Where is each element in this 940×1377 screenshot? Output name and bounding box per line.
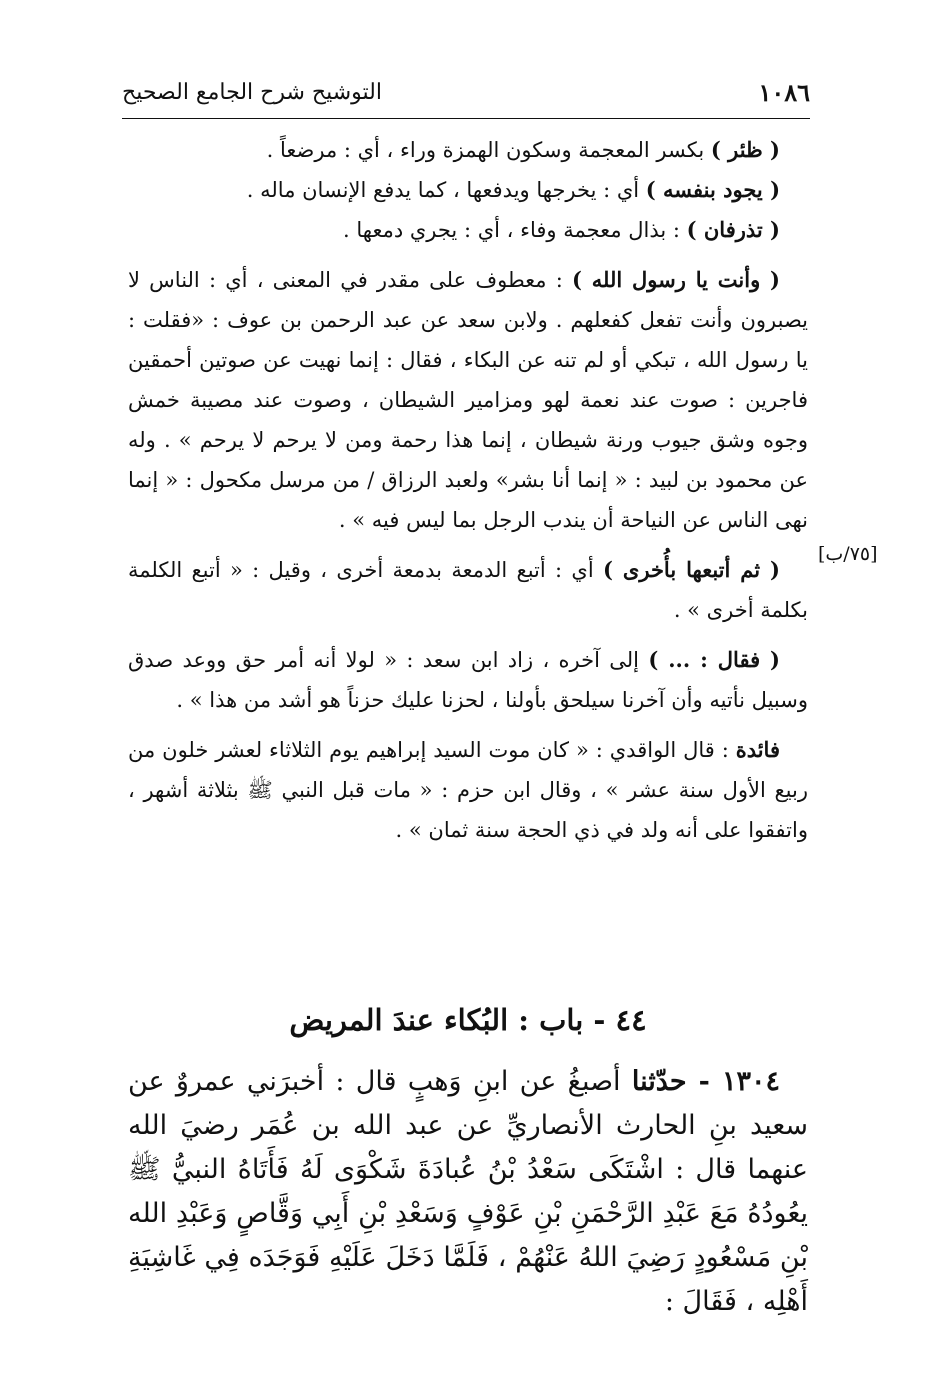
page-number: ١٠٨٦ [758, 78, 810, 107]
paragraph-term: ( وأنت يا رسول الله ) [572, 267, 780, 292]
paragraph [128, 550, 808, 630]
margin-folio-note: [٧٥/ب] [818, 543, 878, 565]
paragraph [128, 640, 808, 720]
paragraph [128, 210, 808, 250]
hadith-paragraph [128, 1060, 808, 1324]
page-header [122, 78, 810, 114]
paragraph-text: إلى آخره ، زاد ابن سعد : « لولا أنه أمر حق ووعد صدق وسبيل نأتيه وأن آخرنا سيلحق بأولنا ، لحزنا عليك حزناً هو أشد من هذا » . [128, 648, 808, 712]
paragraph-text: : قال الواقدي : « كان موت السيد إبراهيم يوم الثلاثاء لعشر خلون من ربيع الأول سنة عشر » ، وقال ابن حزم : « مات قبل النبي ﷺ بثلاثة أشهر ، واتفقوا على أنه ولد في ذي الحجة سنة ثمان » . [128, 738, 808, 842]
paragraph-term: ( فقال : ... ) [648, 647, 780, 672]
paragraph-text: : بذال معجمة وفاء ، أي : يجري دمعها . [343, 218, 687, 242]
paragraph-text: أي : يخرجها ويدفعها ، كما يدفع الإنسان ماله . [246, 178, 646, 202]
paragraph-term: ( ظئر ) [710, 137, 780, 162]
paragraph [128, 730, 808, 850]
paragraph-text: : معطوف على مقدر في المعنى ، أي : الناس لا يصبرون وأنت تفعل كفعلهم . ولابن سعد عن عبد الرحمن بن عوف : «فقلت : يا رسول الله ، تبكي أو لم تنه عن البكاء ، فقال : إنما نهيت عن صوتين أحمقين فاجرين : صوت عند نعمة لهو ومزامير الشيطان ، وصوت عند مصيبة خمش وجوه وشق جيوب ورنة شيطان ، إنما هذا رحمة ومن لا يرحم لا يرحم » . وله عن محمود بن لبيد : « إنما أنا بشر» ولعبد الرزاق / من مرسل مكحول : « إنما نهى الناس عن النياحة أن يندب الرجل بما ليس فيه » . [128, 268, 808, 532]
hadith-text [128, 1060, 808, 1324]
hadith-number: ١٣٠٤ - حدّثنا [631, 1066, 780, 1097]
paragraph-text: أي : أتبع الدمعة بدمعة أخرى ، وقيل : « أتبع الكلمة بكلمة أخرى » . [128, 558, 808, 622]
paragraph-term: فائدة [735, 737, 780, 762]
paragraph-term: ( يجود بنفسه ) [645, 177, 780, 202]
header-rule [122, 118, 810, 119]
commentary-body [128, 130, 808, 860]
chapter-heading: ٤٤ - باب : البُكاء عندَ المريض [289, 1003, 647, 1037]
hadith-body: أصبغُ عن ابنِ وَهبٍ قال : أخبرَني عمروٌ عن سعيد بنِ الحارث الأنصاريِّ عن عبد الله بن عُمَر رضيَ الله عنهما قال : اشْتَكَى سَعْدُ بْنُ عُبادَةَ شَكْوَى لَهُ فَأَتَاهُ النبيُّ ﷺ يعُودُهُ مَعَ عَبْدِ الرَّحْمَنِ بْنِ عَوْفٍ وَسَعْدِ بْنِ أَبِي وَقَّاصٍ وَعَبْدِ الله بْنِ مَسْعُودٍ رَضِيَ اللهُ عَنْهُمْ ، فَلَمَّا دَخَلَ عَلَيْهِ فَوَجَدَه فِي غَاشِيَةِ أَهْلِه ، فَقَالَ : [128, 1066, 808, 1317]
paragraph-text: بكسر المعجمة وسكون الهمزة وراء ، أي : مرضعاً . [266, 138, 711, 162]
paragraph [128, 170, 808, 210]
paragraph [128, 260, 808, 540]
paragraph [128, 130, 808, 170]
paragraph-term: ( تذرفان ) [686, 217, 780, 242]
running-title: التوشيح شرح الجامع الصحيح [122, 80, 382, 105]
paragraph-term: ( ثم أتبعها بأُخرى ) [603, 557, 780, 582]
